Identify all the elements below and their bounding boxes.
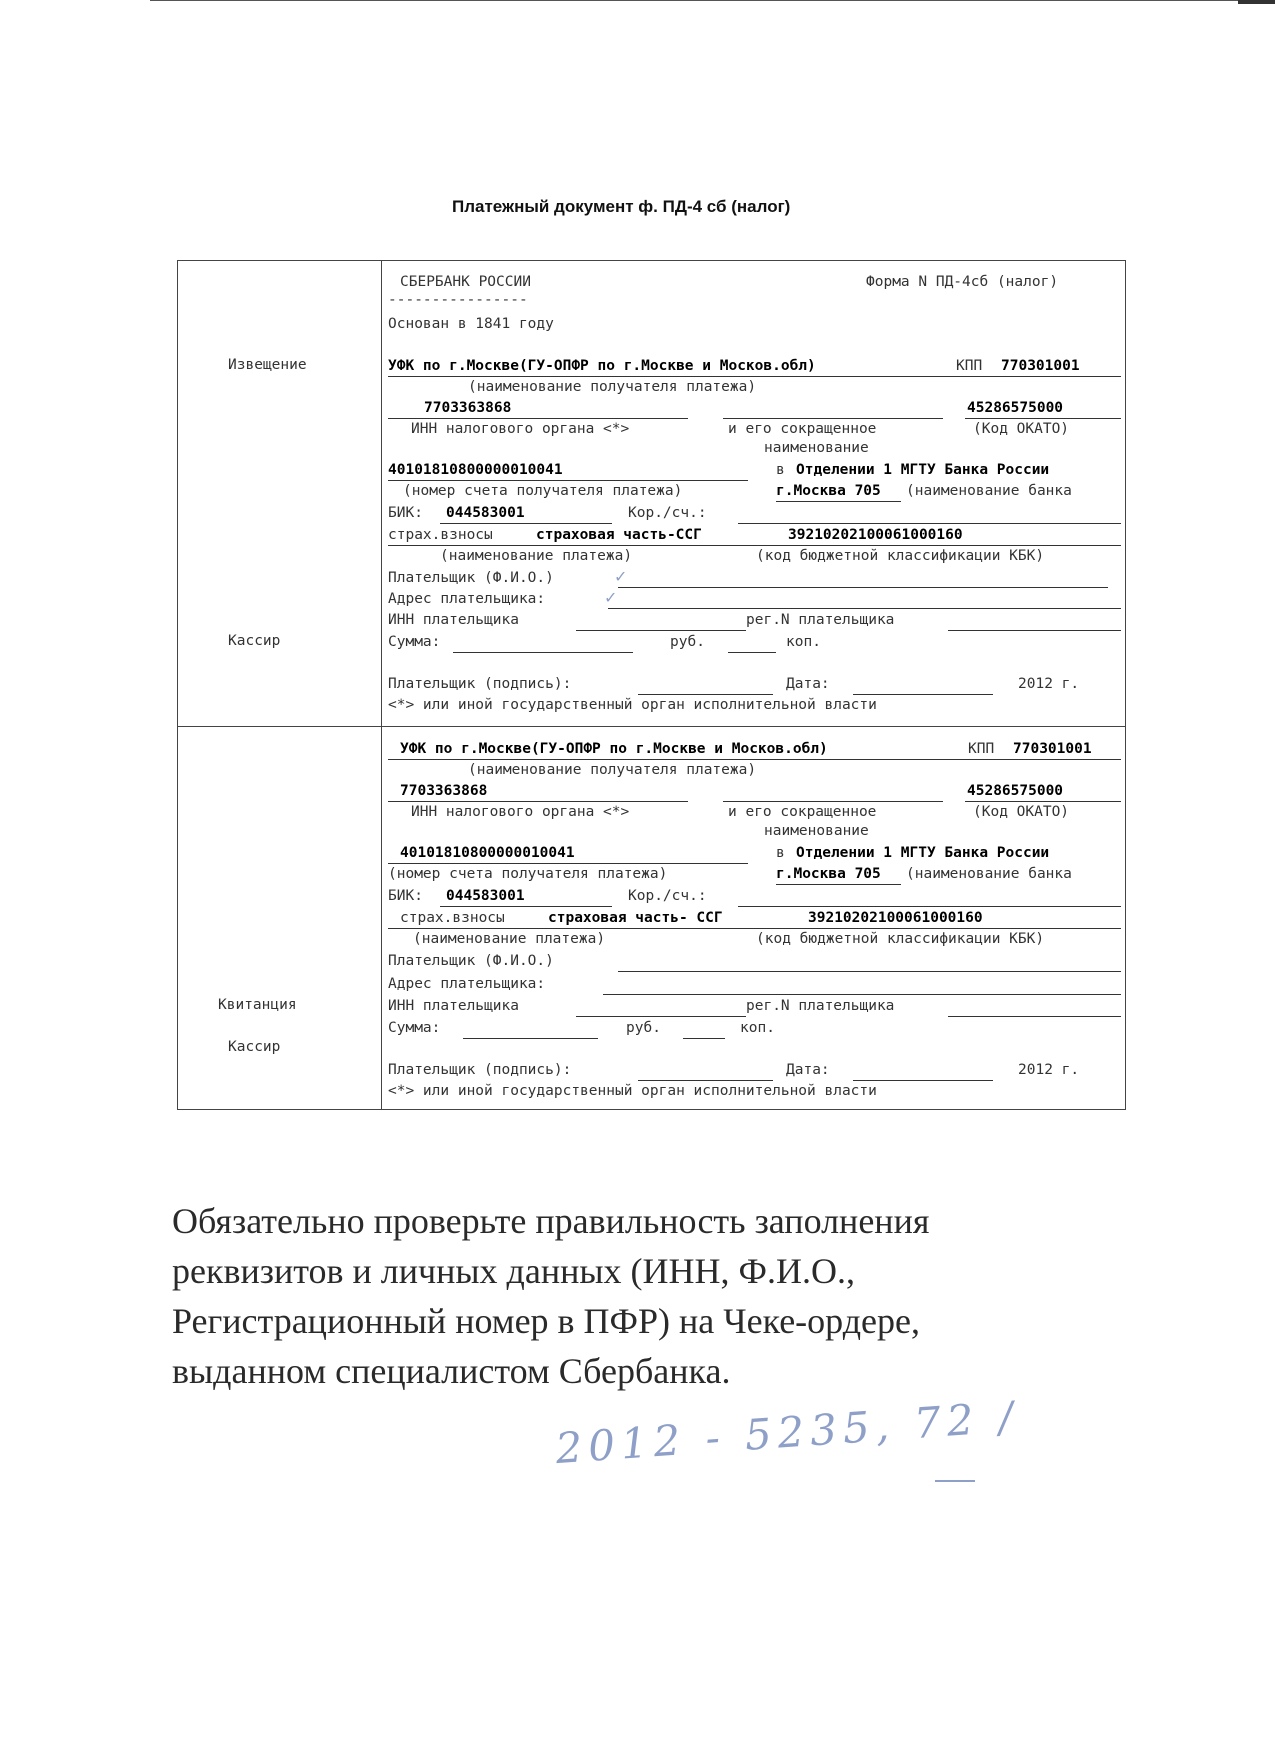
notice-kbk-caption: (код бюджетной классификации КБК) [756, 548, 1045, 564]
receipt-in: в [776, 845, 785, 861]
receipt-payer-address-label: Адрес плательщика: [388, 976, 546, 992]
notice-kpp: 770301001 [1001, 358, 1080, 374]
form-section-divider [178, 726, 1125, 727]
notice-reg-line [948, 630, 1121, 631]
notice-rub-label: руб. [670, 634, 705, 650]
notice-payer-fio-label: Плательщик (Ф.И.О.) [388, 570, 554, 586]
notice-reg-label: рег.N плательщика [746, 612, 895, 628]
notice-recipient: УФК по г.Москве(ГУ-ОПФР по г.Москве и Москов.обл) [388, 358, 816, 374]
receipt-inn-caption: ИНН налогового органа <*> [411, 804, 630, 820]
notice-payer-inn-line [576, 630, 746, 631]
handwritten-check-icon: ✓ [604, 588, 618, 607]
handwritten-reference: 2012 - 5235, 72 / [553, 1391, 1021, 1474]
notice-account-line [388, 480, 748, 481]
verification-note [172, 1196, 929, 1396]
notice-shortname-caption2: наименование [764, 440, 869, 456]
notice-date-line [853, 694, 993, 695]
notice-label: Извещение [228, 357, 307, 373]
notice-cashier-label: Кассир [228, 633, 281, 649]
notice-bik-label: БИК: [388, 505, 423, 521]
notice-signature-label: Плательщик (подпись): [388, 676, 572, 692]
notice-bik: 044583001 [446, 505, 525, 521]
notice-sum-label: Сумма: [388, 634, 441, 650]
receipt-kbk-caption: (код бюджетной классификации КБК) [756, 931, 1045, 947]
receipt-kop-label: коп. [740, 1020, 775, 1036]
notice-okato-caption: (Код ОКАТО) [973, 421, 1070, 437]
receipt-bank-caption: (наименование банка [906, 866, 1072, 882]
notice-payer-fio-line [618, 587, 1108, 588]
receipt-shortname-caption: и его сокращенное [728, 804, 877, 820]
notice-korr-label: Кор./сч.: [628, 505, 707, 521]
receipt-date-line [853, 1080, 993, 1081]
notice-bank: Отделении 1 МГТУ Банка России [796, 462, 1050, 478]
note-line: реквизитов и личных данных (ИНН, Ф.И.О., [172, 1251, 855, 1291]
notice-inn: 7703363868 [424, 400, 512, 416]
receipt-okato-caption: (Код ОКАТО) [973, 804, 1070, 820]
receipt-bank-city-line [776, 884, 901, 885]
form-number: Форма N ПД-4сб (налог) [866, 274, 1059, 290]
notice-payment-line [388, 545, 1121, 546]
notice-korr-line [738, 523, 1121, 524]
receipt-korr-label: Кор./сч.: [628, 888, 707, 904]
notice-account-caption: (номер счета получателя платежа) [403, 483, 683, 499]
receipt-date-label: Дата: [786, 1062, 830, 1078]
receipt-inn: 7703363868 [400, 783, 488, 799]
bank-name-dashes: ---------------- [388, 292, 528, 308]
notice-account: 40101810800000010041 [388, 462, 563, 478]
notice-payer-address-line [608, 608, 1121, 609]
notice-kpp-label: КПП [956, 358, 983, 374]
notice-kop-label: коп. [786, 634, 821, 650]
note-line: Обязательно проверьте правильность заполнения [172, 1201, 930, 1241]
notice-bank-caption: (наименование банка [906, 483, 1072, 499]
receipt-korr-line [738, 906, 1121, 907]
receipt-bik-line [440, 906, 612, 907]
notice-okato: 45286575000 [967, 400, 1064, 416]
notice-shortname-line [723, 418, 943, 419]
receipt-payer-fio-label: Плательщик (Ф.И.О.) [388, 953, 554, 969]
receipt-bik: 044583001 [446, 888, 525, 904]
note-line: выданном специалистом Сбербанка. [172, 1351, 731, 1391]
receipt-okato: 45286575000 [967, 783, 1064, 799]
receipt-year: 2012 г. [1018, 1062, 1080, 1078]
notice-payer-address-label: Адрес плательщика: [388, 591, 546, 607]
notice-kop-line [728, 652, 776, 653]
notice-inn-line [388, 418, 688, 419]
receipt-payer-inn-label: ИНН плательщика [388, 998, 519, 1014]
scan-top-edge [150, 0, 1275, 1]
receipt-sum-line [463, 1038, 598, 1039]
notice-payment-prefix: страх.взносы [388, 527, 493, 543]
receipt-recipient-caption: (наименование получателя платежа) [468, 762, 757, 778]
receipt-payment-name: страховая часть- ССГ [548, 910, 723, 926]
form-vertical-divider [381, 261, 382, 1109]
notice-payment-caption: (наименование платежа) [440, 548, 633, 564]
notice-signature-line [638, 694, 773, 695]
receipt-recipient-line [388, 759, 1121, 760]
receipt-payer-inn-line [576, 1016, 746, 1017]
scan-corner-mark [1238, 0, 1275, 4]
receipt-kpp-label: КПП [968, 741, 995, 757]
receipt-account-caption: (номер счета получателя платежа) [388, 866, 668, 882]
payment-form [177, 260, 1126, 1110]
handwritten-underline [935, 1480, 975, 1482]
receipt-reg-label: рег.N плательщика [746, 998, 895, 1014]
receipt-cashier-label: Кассир [228, 1039, 281, 1055]
notice-in: в [776, 462, 785, 478]
notice-inn-caption: ИНН налогового органа <*> [411, 421, 630, 437]
receipt-signature-label: Плательщик (подпись): [388, 1062, 572, 1078]
notice-kbk: 39210202100061000160 [788, 527, 963, 543]
receipt-payer-address-line [603, 994, 1121, 995]
notice-payment-name: страховая часть-ССГ [536, 527, 702, 543]
note-line: Регистрационный номер в ПФР) на Чеке-ордере, [172, 1301, 920, 1341]
handwritten-check-icon: ✓ [614, 567, 628, 586]
receipt-payment-line [388, 928, 1121, 929]
receipt-reg-line [948, 1016, 1121, 1017]
notice-recipient-caption: (наименование получателя платежа) [468, 379, 757, 395]
notice-date-label: Дата: [786, 676, 830, 692]
receipt-shortname-caption2: наименование [764, 823, 869, 839]
notice-payer-inn-label: ИНН плательщика [388, 612, 519, 628]
receipt-account-line [388, 863, 748, 864]
notice-bank-city: г.Москва 705 [776, 483, 881, 499]
receipt-shortname-line [723, 801, 943, 802]
notice-bank-city-line [776, 501, 901, 502]
document-title: Платежный документ ф. ПД-4 сб (налог) [452, 197, 791, 216]
notice-recipient-line [388, 376, 1121, 377]
receipt-bik-label: БИК: [388, 888, 423, 904]
receipt-recipient: УФК по г.Москве(ГУ-ОПФР по г.Москве и Москов.обл) [400, 741, 828, 757]
notice-year: 2012 г. [1018, 676, 1080, 692]
receipt-bank: Отделении 1 МГТУ Банка России [796, 845, 1050, 861]
notice-okato-line [965, 418, 1121, 419]
receipt-payer-fio-line [618, 971, 1121, 972]
receipt-payment-prefix: страх.взносы [400, 910, 505, 926]
receipt-kbk: 39210202100061000160 [808, 910, 983, 926]
bank-name: СБЕРБАНК РОССИИ [400, 274, 531, 290]
notice-bik-line [440, 523, 612, 524]
notice-shortname-caption: и его сокращенное [728, 421, 877, 437]
receipt-account: 40101810800000010041 [400, 845, 575, 861]
receipt-sum-label: Сумма: [388, 1020, 441, 1036]
receipt-footnote: <*> или иной государственный орган исполнительной власти [388, 1083, 877, 1099]
receipt-payment-caption: (наименование платежа) [413, 931, 606, 947]
receipt-kpp: 770301001 [1013, 741, 1092, 757]
receipt-label: Квитанция [218, 997, 297, 1013]
receipt-rub-label: руб. [626, 1020, 661, 1036]
bank-founded: Основан в 1841 году [388, 316, 554, 332]
receipt-signature-line [638, 1080, 773, 1081]
receipt-inn-line [388, 801, 688, 802]
receipt-okato-line [965, 801, 1121, 802]
notice-footnote: <*> или иной государственный орган исполнительной власти [388, 697, 877, 713]
receipt-bank-city: г.Москва 705 [776, 866, 881, 882]
notice-sum-line [453, 652, 633, 653]
receipt-kop-line [683, 1038, 725, 1039]
